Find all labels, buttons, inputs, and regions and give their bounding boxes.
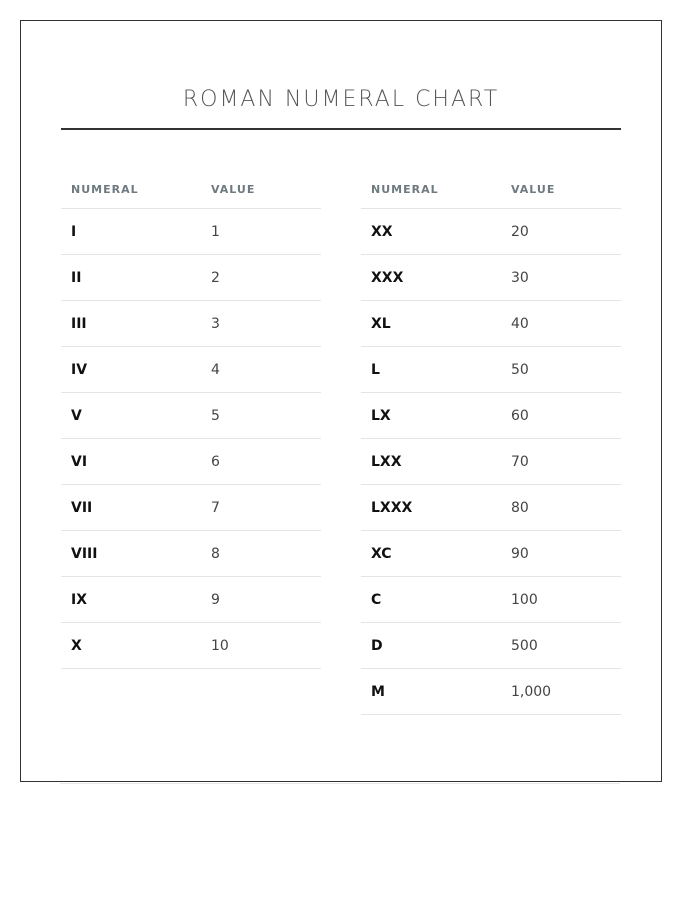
value-cell: 90 — [511, 531, 621, 577]
value-cell: 50 — [511, 347, 621, 393]
footer-divider — [60, 783, 620, 784]
value-cell: 1,000 — [511, 669, 621, 715]
numeral-cell: M — [361, 669, 511, 715]
table-row — [61, 209, 321, 255]
title-divider — [61, 128, 621, 130]
table-row — [61, 485, 321, 531]
value-cell: 7 — [211, 485, 321, 531]
numeral-cell: VIII — [61, 531, 211, 577]
table-row — [361, 301, 621, 347]
table-header-row — [61, 171, 321, 209]
numeral-cell: XC — [361, 531, 511, 577]
numeral-cell: IV — [61, 347, 211, 393]
numeral-cell: XX — [361, 209, 511, 255]
table-row — [361, 531, 621, 577]
numeral-cell: LX — [361, 393, 511, 439]
numeral-table-right — [361, 171, 621, 715]
table-row — [61, 347, 321, 393]
numeral-cell: X — [61, 623, 211, 669]
numeral-cell: I — [61, 209, 211, 255]
value-cell: 20 — [511, 209, 621, 255]
table-row — [361, 347, 621, 393]
value-cell: 3 — [211, 301, 321, 347]
value-cell: 4 — [211, 347, 321, 393]
value-cell: 2 — [211, 255, 321, 301]
numeral-cell: VI — [61, 439, 211, 485]
numeral-cell: XL — [361, 301, 511, 347]
value-cell: 40 — [511, 301, 621, 347]
table-row — [361, 255, 621, 301]
numeral-header: NUMERAL — [361, 171, 511, 209]
page-title: ROMAN NUMERAL CHART — [182, 87, 500, 112]
numeral-cell: VII — [61, 485, 211, 531]
value-cell: 500 — [511, 623, 621, 669]
table-row — [61, 439, 321, 485]
value-cell: 10 — [211, 623, 321, 669]
value-cell: 9 — [211, 577, 321, 623]
table-row — [361, 623, 621, 669]
table-row — [361, 669, 621, 715]
chart-page — [20, 20, 662, 782]
table-row — [61, 255, 321, 301]
value-cell: 30 — [511, 255, 621, 301]
table-row — [61, 393, 321, 439]
value-cell: 8 — [211, 531, 321, 577]
value-cell: 1 — [211, 209, 321, 255]
table-row — [361, 485, 621, 531]
value-cell: 5 — [211, 393, 321, 439]
right-column — [361, 171, 621, 715]
numeral-cell: III — [61, 301, 211, 347]
value-cell: 70 — [511, 439, 621, 485]
numeral-cell: LXX — [361, 439, 511, 485]
table-row — [61, 577, 321, 623]
numeral-table-left — [61, 171, 321, 669]
table-header-row — [361, 171, 621, 209]
value-cell: 80 — [511, 485, 621, 531]
numeral-cell: D — [361, 623, 511, 669]
value-header: VALUE — [511, 171, 621, 209]
table-row — [361, 393, 621, 439]
table-row — [361, 439, 621, 485]
table-row — [61, 623, 321, 669]
numeral-cell: V — [61, 393, 211, 439]
value-cell: 60 — [511, 393, 621, 439]
numeral-cell: XXX — [361, 255, 511, 301]
table-row — [361, 577, 621, 623]
value-cell: 6 — [211, 439, 321, 485]
numeral-cell: LXXX — [361, 485, 511, 531]
table-row — [61, 531, 321, 577]
value-header: VALUE — [211, 171, 321, 209]
numeral-cell: IX — [61, 577, 211, 623]
value-cell: 100 — [511, 577, 621, 623]
numeral-cell: L — [361, 347, 511, 393]
table-row — [61, 301, 321, 347]
left-column — [61, 171, 321, 669]
numeral-cell: C — [361, 577, 511, 623]
numeral-header: NUMERAL — [61, 171, 211, 209]
table-row — [361, 209, 621, 255]
numeral-cell: II — [61, 255, 211, 301]
